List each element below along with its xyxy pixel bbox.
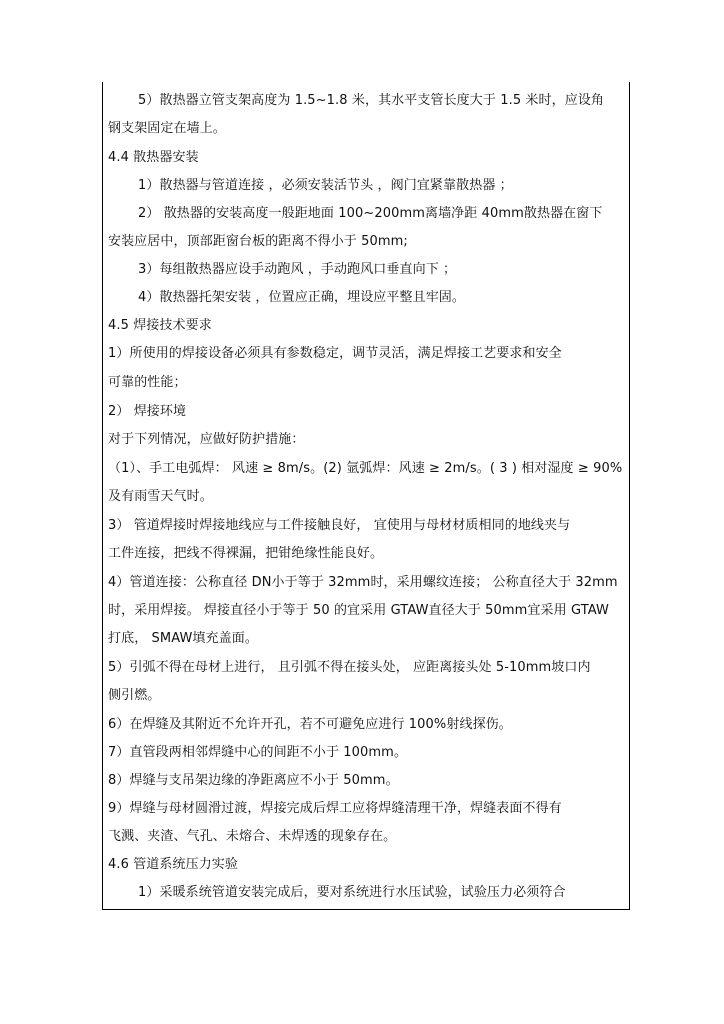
paragraph-line: 5）引弧不得在母材上进行， 且引弧不得在接头处， 应距离接头处 5-10mm坡口内 — [108, 660, 591, 675]
paragraph-line: （1）、手工电弧焊： 风速 ≥ 8m/s。(2) 氩弧焊：风速 ≥ 2m/s。( 3 ) 相对湿度 ≥ 90% — [108, 461, 623, 476]
paragraph-line: 9）焊缝与母材圆滑过渡，焊接完成后焊工应将焊缝清理干净，焊缝表面不得有 — [108, 801, 562, 816]
paragraph-line: 3）每组散热器应设手动跑风 ，手动跑风口垂直向下 ； — [138, 262, 457, 277]
paragraph-line: 1）采暖系统管道安装完成后，要对系统进行水压试验，试验压力必须符合 — [138, 885, 566, 900]
paragraph-line: 7）直管段两相邻焊缝中心的间距不小于 100mm。 — [108, 745, 408, 760]
section-heading: 4.5 焊接技术要求 — [108, 318, 212, 333]
paragraph-line: 2） 焊接环境 — [108, 404, 187, 419]
paragraph-line: 打底， SMAW填充盖面。 — [108, 631, 258, 646]
paragraph-line: 4）散热器托架安装 ，位置应正确，埋设应平整且牢固。 — [138, 290, 466, 305]
paragraph-line: 1）散热器与管道连接 ，必须安装活节头 ，阀门宜紧靠散热器 ； — [138, 178, 513, 193]
paragraph-line: 工件连接，把线不得裸漏，把钳绝缘性能良好。 — [108, 546, 384, 561]
paragraph-line: 可靠的性能； — [108, 375, 187, 390]
paragraph-line: 8）焊缝与支吊架边缘的净距离应不小于 50mm。 — [108, 773, 399, 788]
section-heading: 4.6 管道系统压力实验 — [108, 857, 239, 872]
paragraph-line: 钢支架固定在墙上。 — [108, 121, 226, 136]
paragraph-line: 安装应居中，顶部距窗台板的距离不得小于 50mm; — [108, 234, 408, 249]
paragraph-line: 5）散热器立管支架高度为 1.5~1.8 米，其水平支管长度大于 1.5 米时，应设角 — [138, 93, 605, 108]
section-heading: 4.4 散热器安装 — [108, 150, 199, 165]
paragraph-line: 6）在焊缝及其附近不允许开孔，若不可避免应进行 100%射线探伤。 — [108, 717, 512, 732]
paragraph-line: 1）所使用的焊接设备必须具有参数稳定，调节灵活，满足焊接工艺要求和安全 — [108, 346, 562, 361]
paragraph-line: 对于下列情况，应做好防护措施： — [108, 432, 305, 447]
paragraph-line: 4）管道连接：公称直径 DN小于等于 32mm时，采用螺纹连接； 公称直径大于 32mm — [108, 575, 618, 590]
paragraph-line: 飞溅、夹渣、气孔、未熔合、未焊透的现象存在。 — [108, 829, 397, 844]
paragraph-line: 2） 散热器的安装高度一般距地面 100~200mm离墙净距 40mm散热器在窗下 — [138, 206, 603, 221]
paragraph-line: 及有雨雪天气时。 — [108, 489, 213, 504]
paragraph-line: 侧引燃。 — [108, 688, 161, 703]
paragraph-line: 3） 管道焊接时焊接地线应与工件接触良好， 宜使用与母材材质相同的地线夹与 — [108, 518, 571, 533]
paragraph-line: 时，采用焊接。 焊接直径小于等于 50 的宜采用 GTAW直径大于 50mm宜采用 GTAW — [108, 603, 609, 618]
